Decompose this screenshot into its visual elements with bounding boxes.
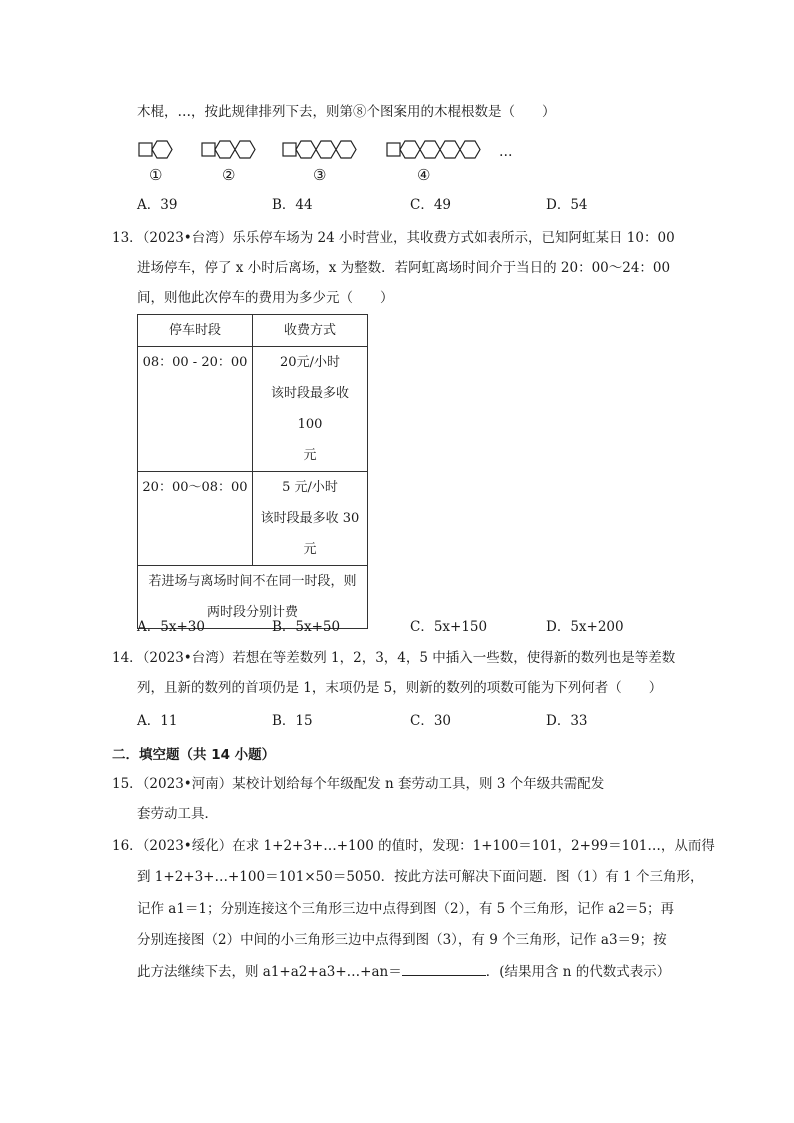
q14-option-c: C．30 (410, 713, 452, 729)
fee-cell (253, 347, 368, 472)
q16-line4: 分别连接图（2）中间的小三角形三边中点得到图（3），有 9 个三角形，记作 a3＝9；按 (137, 932, 667, 948)
q13-line3: 间，则他此次停车的费用为多少元（ ） (137, 290, 394, 306)
table-header-row (138, 315, 368, 347)
pattern-2 (202, 141, 255, 158)
q16-line1: 16．（2023•绥化）在求 1+2+3+…+100 的值时，发现：1+100＝101，2+99＝101…，从而得 (112, 838, 715, 854)
q13-line1: 13．（2023•台湾）乐乐停车场为 24 小时营业，其收费方式如表所示，已知阿虹某日 10：00 (112, 230, 675, 246)
q14-line1: 14．（2023•台湾）若想在等差数列 1，2，3，4，5 中插入一些数，使得新的数列也是等差数 (112, 650, 676, 666)
table-row (138, 347, 368, 472)
q16-line2: 到 1+2+3+…+100＝101×50＝5050．按此方法可解决下面问题．图（1）有 1 个三角形， (137, 869, 704, 885)
fee-line: 元 (303, 448, 317, 463)
fee-line: 该时段最多收 30 (260, 511, 360, 526)
pattern-1 (139, 141, 172, 158)
q14-option-a: A．11 (137, 713, 178, 729)
figure-label-1: ① (149, 166, 163, 184)
q14-line2: 列，且新的数列的首项仍是 1，末项仍是 5，则新的数列的项数可能为下列何者（ ） (137, 680, 663, 696)
note-line: 两时段分别计费 (206, 605, 298, 620)
q16-line5-prefix: 此方法继续下去，则 a1+a2+a3+…+an＝ (137, 964, 402, 980)
pattern-ellipsis: … (499, 144, 513, 160)
fee-line: 20元/小时 (280, 355, 340, 370)
q12-option-a: A．39 (137, 197, 178, 213)
q13-line2: 进场停车，停了 x 小时后离场，x 为整数．若阿虹离场时间介于当日的 20：00～24：00 (137, 260, 671, 276)
figure-label-3: ③ (313, 166, 327, 184)
period-cell: 20：00～08：00 (138, 472, 253, 566)
q14-option-b: B．15 (272, 713, 313, 729)
q12-option-c: C．49 (410, 197, 452, 213)
header-fee: 收费方式 (253, 315, 368, 347)
answer-blank[interactable] (402, 961, 486, 976)
q13-option-c: C．5x+150 (410, 619, 488, 635)
q16-line5 (137, 961, 670, 982)
period-cell: 08：00 - 20：00 (138, 347, 253, 472)
section-heading: 二．填空题（共 14 小题） (112, 747, 276, 763)
fee-line: 元 (303, 542, 317, 557)
table-row (138, 472, 368, 566)
note-line: 若进场与离场时间不在同一时段，则 (148, 574, 357, 589)
q16-line3: 记作 a1＝1；分别连接这个三角形三边中点得到图（2），有 5 个三角形，记作 a2＝5；再 (137, 901, 675, 917)
q12-option-d: D．54 (546, 197, 588, 213)
q15-line1: 15．（2023•河南）某校计划给每个年级配发 n 套劳动工具，则 3 个年级共需配发 (112, 776, 605, 792)
pattern-3 (283, 141, 356, 158)
fee-cell (253, 472, 368, 566)
fee-table (137, 314, 368, 629)
figure-label-4: ④ (417, 166, 431, 184)
hexagon-pattern-figure (135, 136, 535, 166)
q12-line1: 木棍，…，按此规律排列下去，则第⑧个图案用的木棍根数是（ ） (137, 104, 556, 120)
fee-line: 该时段最多收 100 (270, 386, 349, 432)
figure-label-2: ② (222, 166, 236, 184)
q12-option-b: B．44 (272, 197, 313, 213)
q13-option-a: A．5x+30 (137, 619, 205, 635)
q16-line5-suffix: ．(结果用含 n 的代数式表示） (485, 964, 671, 980)
q14-option-d: D．33 (546, 713, 588, 729)
header-period: 停车时段 (138, 315, 253, 347)
q15-line2: 套劳动工具． (137, 806, 218, 822)
q13-option-b: B．5x+50 (272, 619, 341, 635)
pattern-4 (387, 141, 480, 158)
fee-line: 5 元/小时 (282, 480, 338, 495)
q13-option-d: D．5x+200 (546, 619, 624, 635)
